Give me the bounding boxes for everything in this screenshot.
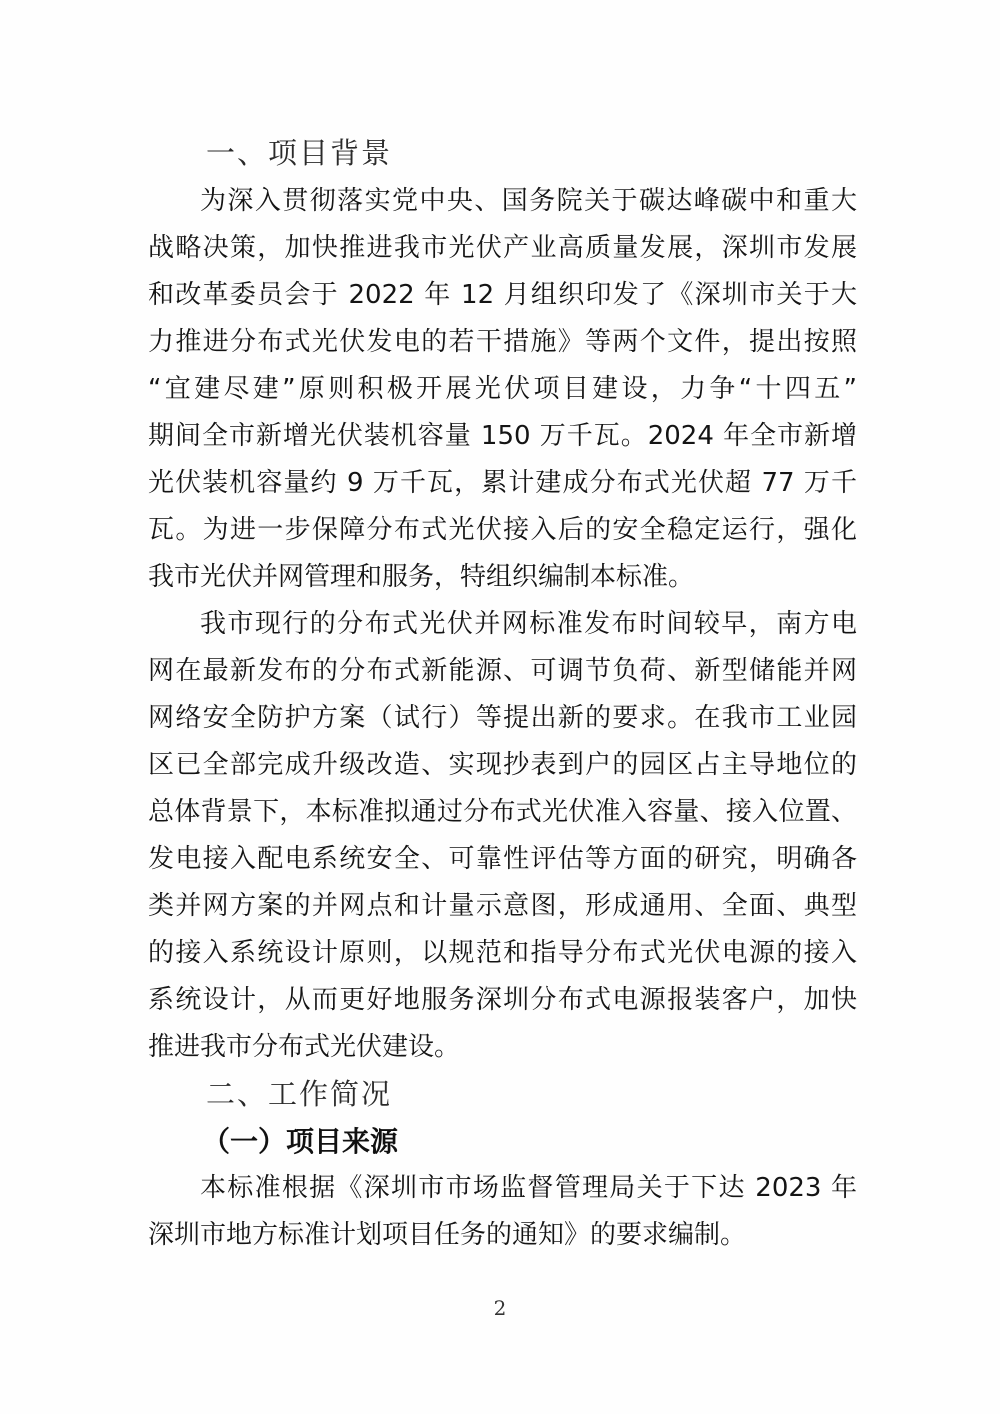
text-line: 发电接入配电系统安全、可靠性评估等方面的研究，明确各 — [148, 844, 857, 874]
text-line: 我市光伏并网管理和服务，特组织编制本标准。 — [148, 562, 695, 592]
text-line: 类并网方案的并网点和计量示意图，形成通用、全面、典型 — [148, 891, 857, 921]
text-line: 网络安全防护方案（试行）等提出新的要求。在我市工业园 — [148, 703, 857, 733]
text-line: 力推进分布式光伏发电的若干措施》等两个文件，提出按照 — [148, 327, 857, 357]
text-line: “宜建尽建”原则积极开展光伏项目建设，力争“十四五” — [148, 374, 857, 404]
text-line: 系统设计，从而更好地服务深圳分布式电源报装客户，加快 — [148, 985, 857, 1015]
text-line: 为深入贯彻落实党中央、国务院关于碳达峰碳中和重大 — [200, 186, 857, 216]
text-line: 光伏装机容量约 9 万千瓦，累计建成分布式光伏超 77 万千 — [148, 468, 857, 498]
text-line: 和改革委员会于 2022 年 12 月组织印发了《深圳市关于大 — [148, 280, 857, 310]
section-heading-project-background: 一、项目背景 — [206, 136, 393, 170]
text-line: 瓦。为进一步保障分布式光伏接入后的安全稳定运行，强化 — [148, 515, 857, 545]
text-line: 的接入系统设计原则，以规范和指导分布式光伏电源的接入 — [148, 938, 857, 968]
sub-heading-project-source: （一）项目来源 — [202, 1125, 399, 1158]
text-line: 总体背景下，本标准拟通过分布式光伏准入容量、接入位置、 — [148, 797, 857, 827]
text-line: 推进我市分布式光伏建设。 — [148, 1032, 461, 1062]
paragraph-current-standard — [148, 601, 857, 1071]
text-line: 期间全市新增光伏装机容量 150 万千瓦。2024 年全市新增 — [148, 421, 857, 451]
section-heading-work-summary: 二、工作简况 — [206, 1077, 393, 1111]
paragraph-project-source — [148, 1165, 857, 1259]
text-line: 区已全部完成升级改造、实现抄表到户的园区占主导地位的 — [148, 750, 857, 780]
text-line: 深圳市地方标准计划项目任务的通知》的要求编制。 — [148, 1220, 747, 1250]
text-line: 本标准根据《深圳市市场监督管理局关于下达 2023 年 — [200, 1173, 857, 1203]
text-line: 网在最新发布的分布式新能源、可调节负荷、新型储能并网 — [148, 656, 857, 686]
text-line: 战略决策，加快推进我市光伏产业高质量发展，深圳市发展 — [148, 233, 857, 263]
page-number: 2 — [493, 1296, 507, 1320]
text-line: 我市现行的分布式光伏并网标准发布时间较早，南方电 — [200, 609, 857, 639]
paragraph-background — [148, 178, 857, 601]
text-content — [148, 128, 857, 1259]
